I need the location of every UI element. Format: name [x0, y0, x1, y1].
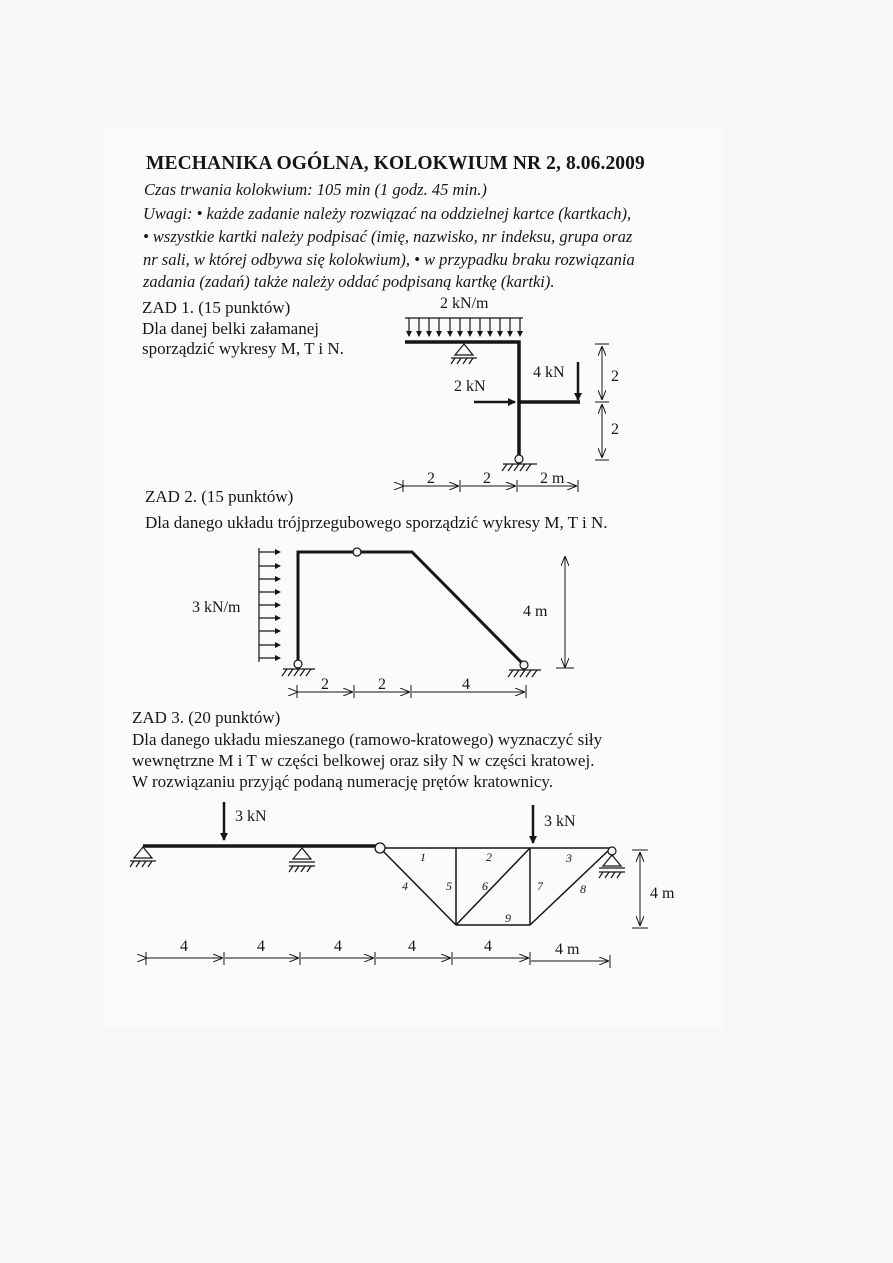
zad1-dim-h1: 2 [427, 470, 435, 487]
zad2-horizontal-dimension [297, 685, 526, 698]
zad2-dim-h3: 4 [462, 676, 470, 693]
zad1-line-1: Dla danej belki załamanej [142, 319, 319, 338]
truss-bar-6 [456, 848, 530, 925]
zad1-force-h-label: 2 kN [454, 378, 486, 395]
note-line-4: zadania (zadań) także należy oddać podpisaną kartkę (kartki). [143, 272, 555, 291]
bar-label-1: 1 [420, 850, 426, 864]
zad1-dim-v1: 2 [611, 368, 619, 385]
zad3-line-2: wewnętrzne M i T w części belkowej oraz siły N w części kratowej. [132, 751, 595, 770]
zad2-dim-h2: 2 [378, 676, 386, 693]
zad2-distributed-load [259, 548, 280, 662]
zad2-dim-h1: 2 [321, 676, 329, 693]
note-line-3: nr sali, w której odbywa się kolokwium), • w przypadku braku rozwiązania [143, 250, 635, 269]
zad2-vertical-dimension [556, 556, 574, 668]
bar-label-5: 5 [446, 879, 452, 893]
bar-label-4: 4 [402, 879, 408, 893]
zad1-dim-v2: 2 [611, 421, 619, 438]
zad2-dim-v: 4 m [523, 603, 548, 620]
zad3-dim-1: 4 [180, 938, 188, 955]
zad3-roller-support-mid [289, 848, 315, 872]
zad1-bent-beam [405, 342, 519, 458]
zad3-dim-3: 4 [334, 938, 342, 955]
bar-label-6: 6 [482, 879, 488, 893]
zad3-dim-5: 4 [484, 938, 492, 955]
zad3-labels [180, 808, 675, 958]
bar-label-9: 9 [505, 911, 511, 925]
zad2-load-label: 3 kN/m [192, 599, 241, 616]
bar-label-7: 7 [537, 879, 543, 893]
zad1-dim-h3: 2 m [540, 470, 565, 487]
zad2-pin-support-right [508, 661, 541, 677]
zad3-force-1-label: 3 kN [235, 808, 267, 825]
zad1-roller-support [451, 344, 477, 364]
zad1-line-2: sporządzić wykresy M, T i N. [142, 339, 344, 358]
zad2-line-1: Dla danego układu trójprzegubowego sporządzić wykresy M, T i N. [145, 513, 608, 532]
zad3-truss [383, 848, 610, 925]
page-title: MECHANIKA OGÓLNA, KOLOKWIUM NR 2, 8.06.2009 [146, 153, 645, 174]
note-line-1: Uwagi: • każde zadanie należy rozwiązać na oddzielnej kartce (kartkach), [143, 204, 632, 223]
bar-label-8: 8 [580, 882, 586, 896]
zad2-frame [298, 552, 522, 663]
zad3-dim-2: 4 [257, 938, 265, 955]
zad3-dim-4: 4 [408, 938, 416, 955]
note-line-2: • wszystkie kartki należy podpisać (imię, nazwisko, nr indeksu, grupa oraz [143, 227, 633, 246]
zad2-labels [192, 599, 548, 693]
zad3-dim-v: 4 m [650, 885, 675, 902]
zad3-horizontal-dimension [146, 952, 610, 968]
zad1-force-v-label: 4 kN [533, 364, 565, 381]
zad3-vertical-dimension [632, 850, 648, 928]
zad3-roller-support-right [599, 847, 625, 878]
zad3-line-3: W rozwiązaniu przyjąć podaną numerację prętów kratownicy. [132, 772, 554, 791]
zad3-force-2-label: 3 kN [544, 813, 576, 830]
zad2-diagram [259, 548, 574, 698]
zad1-dim-h2: 2 [483, 470, 491, 487]
zad3-dim-6: 4 m [555, 941, 580, 958]
zad2-title: ZAD 2. (15 punktów) [145, 487, 294, 506]
zad1-title: ZAD 1. (15 punktów) [142, 298, 291, 317]
zad1-distributed-load [405, 318, 523, 336]
duration-text: Czas trwania kolokwium: 105 min (1 godz. 45 min.) [144, 180, 487, 199]
zad2-pin-support-left [282, 660, 315, 676]
zad2-hinge [353, 548, 361, 556]
bar-label-3: 3 [566, 851, 572, 865]
zad3-pin-support-left [130, 847, 156, 867]
zad3-line-1: Dla danego układu mieszanego (ramowo-kratowego) wyznaczyć siły [132, 730, 603, 749]
zad1-pin-support [502, 455, 537, 471]
bar-label-2: 2 [486, 850, 492, 864]
zad1-load-label: 2 kN/m [440, 295, 489, 312]
zad1-vertical-dimension [595, 344, 609, 460]
zad3-title: ZAD 3. (20 punktów) [132, 708, 281, 727]
zad1-diagram [403, 318, 609, 492]
